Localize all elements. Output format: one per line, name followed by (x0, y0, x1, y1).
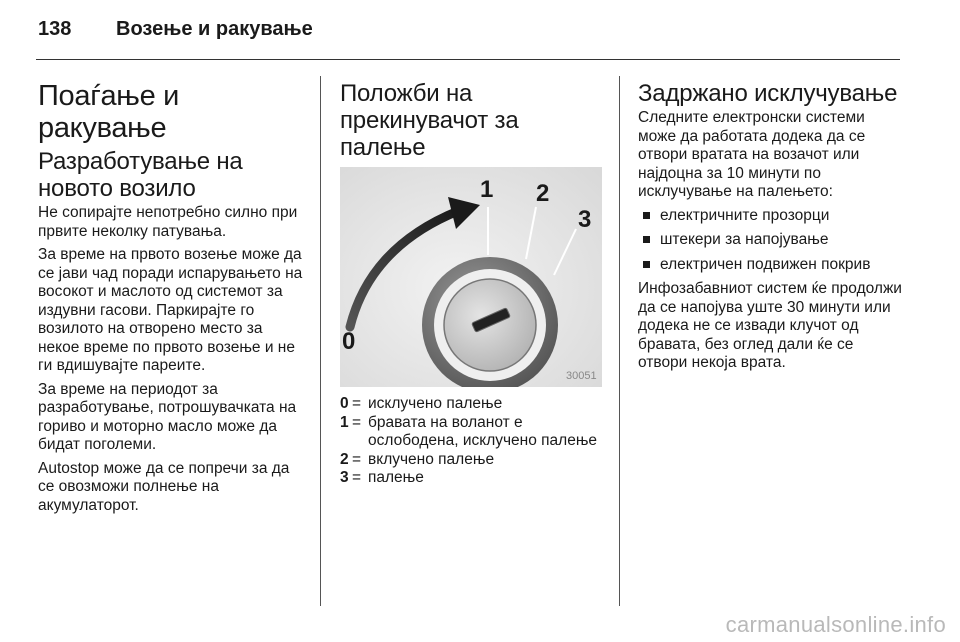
list-item-text: електричен подвижен покрив (660, 255, 871, 273)
column-divider-left (320, 76, 321, 606)
page-number: 138 (38, 18, 72, 40)
list-item-text: електричните прозорци (660, 206, 830, 224)
bullet-square-icon (643, 261, 650, 268)
paragraph: Не сопирајте непотребно силно при првите неколку патувања. (38, 204, 298, 240)
systems-list (638, 207, 902, 275)
legend-equals: = (352, 413, 362, 431)
list-item (638, 207, 902, 226)
position-label-3: 3 (578, 206, 592, 233)
legend-row (340, 451, 602, 470)
legend-row (340, 469, 602, 488)
legend-equals: = (352, 395, 362, 412)
legend-key: 2 (340, 450, 349, 468)
legend-row (340, 414, 602, 451)
legend-text: вклучено палење (368, 450, 495, 468)
ignition-switch-figure (340, 167, 602, 387)
watermark: carmanualsonline.info (725, 612, 946, 637)
header-rule (36, 59, 900, 60)
column-divider-right (619, 76, 620, 606)
position-legend (340, 395, 602, 488)
running-title: Возење и ракување (116, 18, 313, 40)
bullet-square-icon (643, 212, 650, 219)
legend-row (340, 395, 602, 414)
legend-text: палење (368, 469, 424, 486)
legend-equals: = (352, 450, 362, 468)
list-item (638, 231, 902, 250)
sub-heading: Разработување на новото возило (38, 148, 243, 202)
section-heading-retained-power: Задржано исклучување (638, 80, 898, 107)
legend-key: 1 (340, 413, 349, 431)
legend-text: бравата на воланот е ослободена, исклучено палење (368, 413, 598, 449)
column-1 (38, 80, 306, 520)
paragraph: За време на првото возење може да се јави чад поради испарувањето на восокот и маслото од системот за издувни гасови. Паркирајте го возилото на отворено место за некое време по првото возење и не ги вдишувајте пареите. (38, 246, 303, 374)
paragraph: Autostop може да се попречи за да се овозможи полнење на акумулаторот. (38, 459, 290, 514)
intro-paragraph: Следните електронски системи може да работата додека да се отвори вратата на возачот или најдоцна за 10 минути по исклучување на палењето: (638, 109, 866, 200)
list-item-text: штекери за напојување (660, 231, 829, 248)
column-3 (638, 80, 902, 378)
paragraph: За време на периодот за разработување, потрошувачката на гориво и моторно масло може да бидат поголеми. (38, 380, 297, 453)
bullet-square-icon (643, 236, 650, 243)
section-heading-ignition: Положби на прекинувачот за палење (340, 80, 519, 161)
position-label-1: 1 (480, 176, 494, 203)
column-2 (340, 80, 602, 488)
figure-reference-code: 30051 (566, 370, 597, 382)
legend-key: 0 (340, 395, 349, 412)
outro-paragraph: Инфозабавниот систем ќе продолжи да се напојува уште 30 минути или додека не се извади клучот од бравата, без оглед дали ќе се отвори некоја врата. (638, 280, 902, 371)
position-label-0: 0 (342, 328, 356, 355)
main-heading: Поаѓање и ракување (38, 80, 180, 144)
legend-key: 3 (340, 469, 349, 486)
legend-equals: = (352, 469, 362, 486)
legend-text: исклучено палење (368, 395, 503, 412)
ignition-illustration (340, 167, 602, 387)
list-item (638, 256, 902, 275)
position-label-2: 2 (536, 180, 550, 207)
